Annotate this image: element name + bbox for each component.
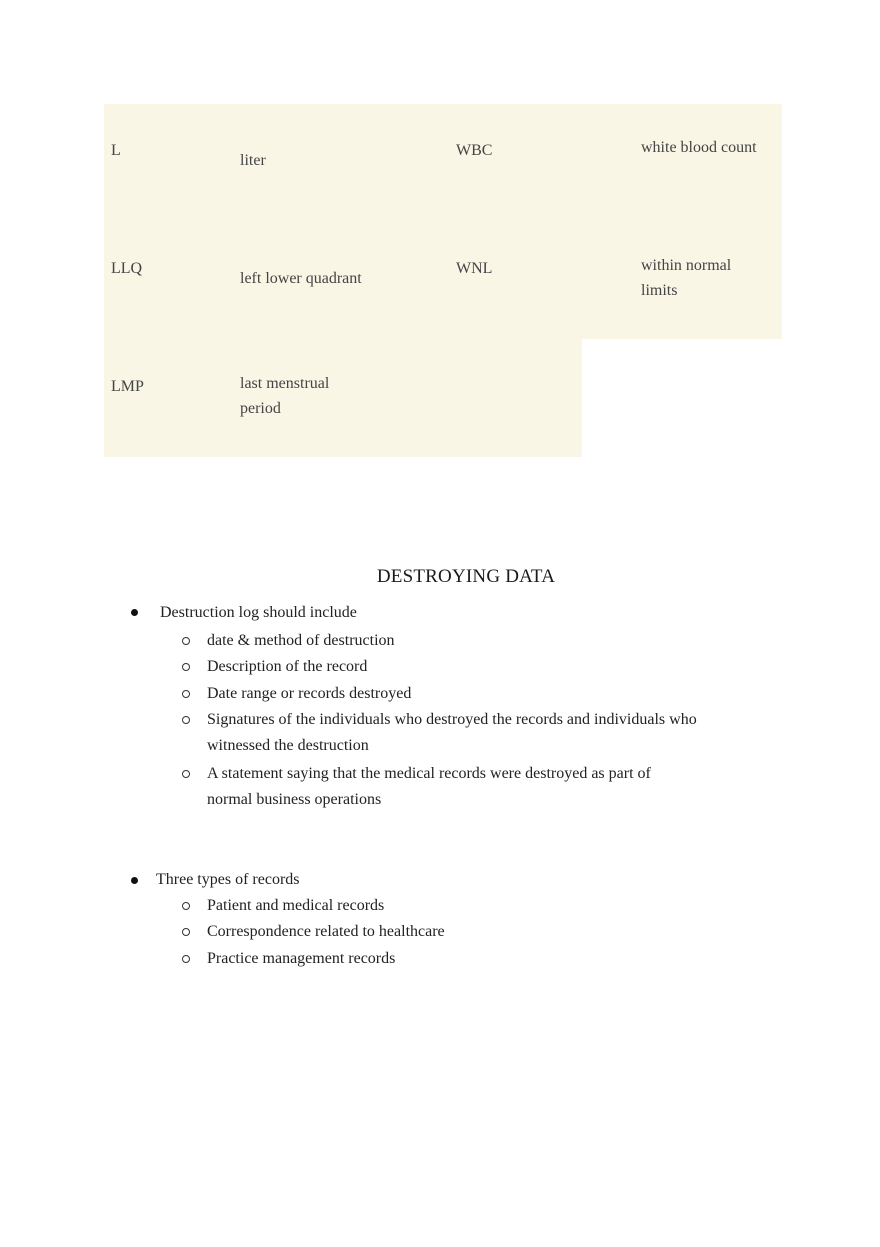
list-item-label: Three types of records [156,871,300,888]
circle-bullet-icon [182,955,190,963]
circle-bullet-icon [182,928,190,936]
abbreviation-table [104,104,782,457]
table-cell-abbr: WBC [456,142,493,159]
list-item: Description of the record [207,658,368,675]
list-item: Correspondence related to healthcare [207,923,445,940]
circle-bullet-icon [182,716,190,724]
table-row-bg-1 [104,104,782,222]
list-item: Date range or records destroyed [207,685,412,702]
list-item: Signatures of the individuals who destroyed the records and individuals who witnessed the destruction [207,711,697,754]
table-cell-meaning: last menstrual period [240,375,330,417]
table-cell-meaning: liter [240,152,266,169]
section-heading: DESTROYING DATA [376,566,556,587]
list-item-label: Destruction log should include [160,604,357,621]
circle-bullet-icon [182,770,190,778]
table-cell-abbr: WNL [456,260,493,277]
table-cell-abbr: LLQ [111,260,143,277]
list-item: A statement saying that the medical records were destroyed as part of normal business operations [207,765,651,808]
circle-bullet-icon [182,690,190,698]
list-item: date & method of destruction [207,632,395,649]
table-cell-abbr: LMP [111,378,144,395]
table-cell-meaning: white blood count [641,139,757,156]
circle-bullet-icon [182,902,190,910]
table-cell-meaning: within normal limits [641,257,732,299]
circle-bullet-icon [182,637,190,645]
circle-bullet-icon [182,663,190,671]
table-cell-meaning: left lower quadrant [240,270,362,287]
table-cell-abbr: L [111,142,121,159]
list-item: Practice management records [207,950,396,967]
bullet-icon [131,609,138,616]
bullet-icon [131,877,138,884]
list-item: Patient and medical records [207,897,385,914]
